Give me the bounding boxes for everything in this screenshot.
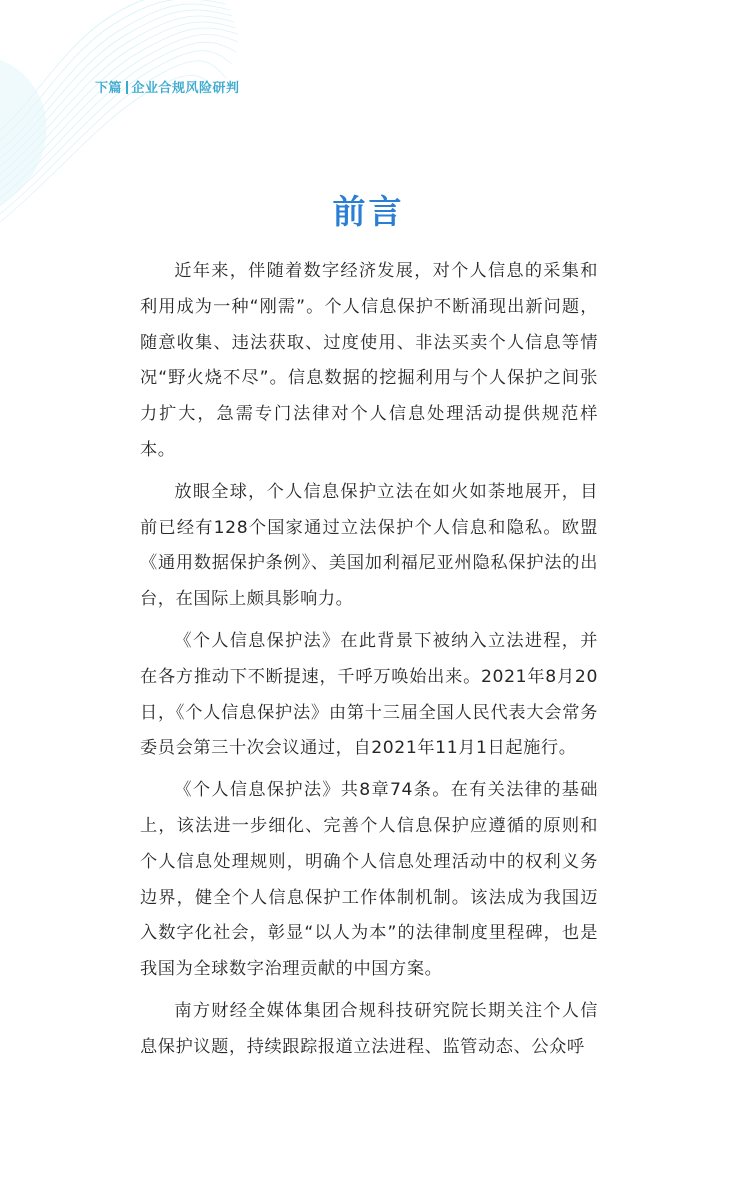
section-label: 下篇 (95, 81, 123, 96)
page-title: 前言 (332, 192, 405, 231)
paragraph: 南方财经全媒体集团合规科技研究院长期关注个人信息保护议题，持续跟踪报道立法进程、监管动态、公众呼 (140, 1000, 598, 1057)
section-header (95, 77, 240, 96)
preface-body (140, 254, 598, 1072)
paragraph: 《个人信息保护法》在此背景下被纳入立法进程，并在各方推动下不断提速，千呼万唤始出来。2021年8月20日，《个人信息保护法》由第十三届全国人民代表大会常务委员会第三十次会议通过，自2021年11月1日起施行。 (140, 630, 598, 759)
header-divider (126, 81, 128, 94)
paragraph: 《个人信息保护法》共8章74条。在有关法律的基础上，该法进一步细化、完善个人信息保护应遵循的原则和个人信息处理规则，明确个人信息处理活动中的权利义务边界，健全个人信息保护工作体制机制。该法成为我国迈入数字化社会，彰显“以人为本”的法律制度里程碑，也是我国为全球数字治理贡献的中国方案。 (140, 780, 598, 980)
paragraph: 近年来，伴随着数字经济发展，对个人信息的采集和利用成为一种“刚需”。个人信息保护不断涌现出新问题，随意收集、违法获取、过度使用、非法买卖个人信息等情况“野火烧不尽”。信息数据的挖掘利用与个人保护之间张力扩大，急需专门法律对个人信息处理活动提供规范样本。 (140, 261, 598, 460)
section-subtitle: 企业合规风险研判 (131, 81, 240, 96)
paragraph: 放眼全球，个人信息保护立法在如火如荼地展开，目前已经有128个国家通过立法保护个人信息和隐私。欧盟《通用数据保护条例》、美国加利福尼亚州隐私保护法的出台，在国际上颇具影响力。 (140, 481, 598, 610)
